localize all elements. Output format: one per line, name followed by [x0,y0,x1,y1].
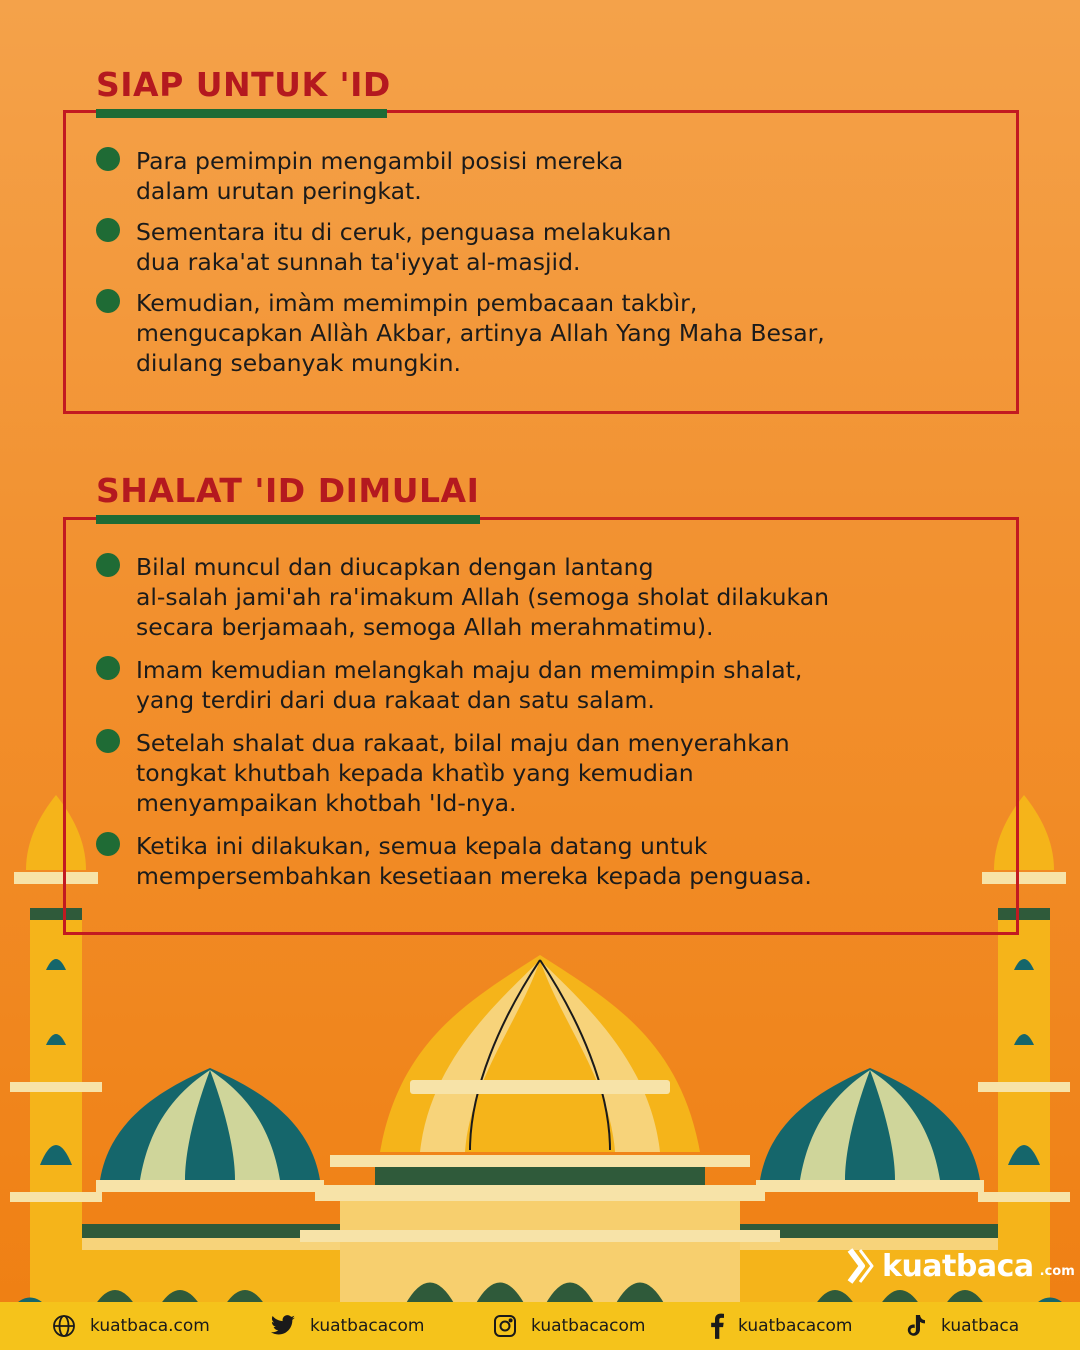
list-item [96,831,956,891]
bullet-dot-icon [96,729,120,753]
brand-tld: .com [1039,1263,1075,1279]
list-item [96,146,956,206]
central-tier-2 [300,1230,780,1242]
central-tier-3 [315,1185,765,1201]
section1-title-underline [96,109,387,118]
central-tier-4 [330,1155,750,1167]
brand-name: kuatbaca [882,1248,1034,1284]
central-dome [380,955,700,1152]
section2-title: SHALAT 'ID DIMULAI [96,471,480,510]
list-item [96,655,956,715]
footer-instagram[interactable] [493,1302,645,1350]
list-item-text: Kemudian, imàm memimpin pembacaan takbìr, mengucapkan Allàh Akbar, artinya Allah Yang Maha Besar, diulang sebanyak mungkin. [136,289,825,377]
list-item-text: Bilal muncul dan diucapkan dengan lantang al-salah jami'ah ra'imakum Allah (semoga sholat dilakukan secara berjamaah, semoga Allah merahmatimu). [136,553,830,641]
list-item-text: Setelah shalat dua rakaat, bilal maju dan menyerahkan tongkat khutbah kepada khatìb yang kemudian menyampaikan khotbah 'Id-nya. [136,729,790,817]
list-item-text: Para pemimpin mengambil posisi mereka dalam urutan peringkat. [136,147,624,205]
footer-bar [0,1302,1080,1350]
footer-tiktok[interactable] [905,1302,1019,1350]
left-dome [96,1068,324,1192]
bullet-dot-icon [96,218,120,242]
bullet-dot-icon [96,553,120,577]
list-item-text: Sementara itu di ceruk, penguasa melakukan dua raka'at sunnah ta'iyyat al-masjid. [136,218,672,276]
bullet-dot-icon [96,289,120,313]
list-item-text: Imam kemudian melangkah maju dan memimpin shalat, yang terdiri dari dua rakaat dan satu salam. [136,656,803,714]
section1-title: SIAP UNTUK 'ID [96,65,391,104]
brand-logo [846,1248,1075,1284]
central-tier-1 [340,1200,740,1310]
footer-facebook[interactable] [710,1302,852,1350]
facebook-icon [710,1313,724,1339]
twitter-icon [270,1315,296,1337]
bullet-dot-icon [96,832,120,856]
footer-twitter[interactable] [270,1302,424,1350]
instagram-icon [493,1314,517,1338]
list-item [96,217,956,277]
tiktok-label: kuatbaca [941,1316,1020,1336]
bullet-dot-icon [96,656,120,680]
right-dome [756,1068,984,1192]
list-item-text: Ketika ini dilakukan, semua kepala datang untuk mempersembahkan kesetiaan mereka kepada penguasa. [136,832,812,890]
twitter-label: kuatbacacom [310,1316,425,1336]
facebook-label: kuatbacacom [738,1316,853,1336]
brand-chevron-icon [846,1248,876,1284]
list-item [96,552,956,642]
tiktok-icon [905,1314,927,1338]
central-stripe [375,1167,705,1185]
section2-title-underline [96,515,480,524]
bullet-dot-icon [96,147,120,171]
list-item [96,288,956,378]
section2-list [96,552,956,891]
globe-icon [52,1314,76,1338]
section1-list [96,146,956,378]
instagram-label: kuatbacacom [531,1316,646,1336]
website-label: kuatbaca.com [90,1316,210,1336]
list-item [96,728,956,818]
footer-website[interactable] [52,1302,210,1350]
